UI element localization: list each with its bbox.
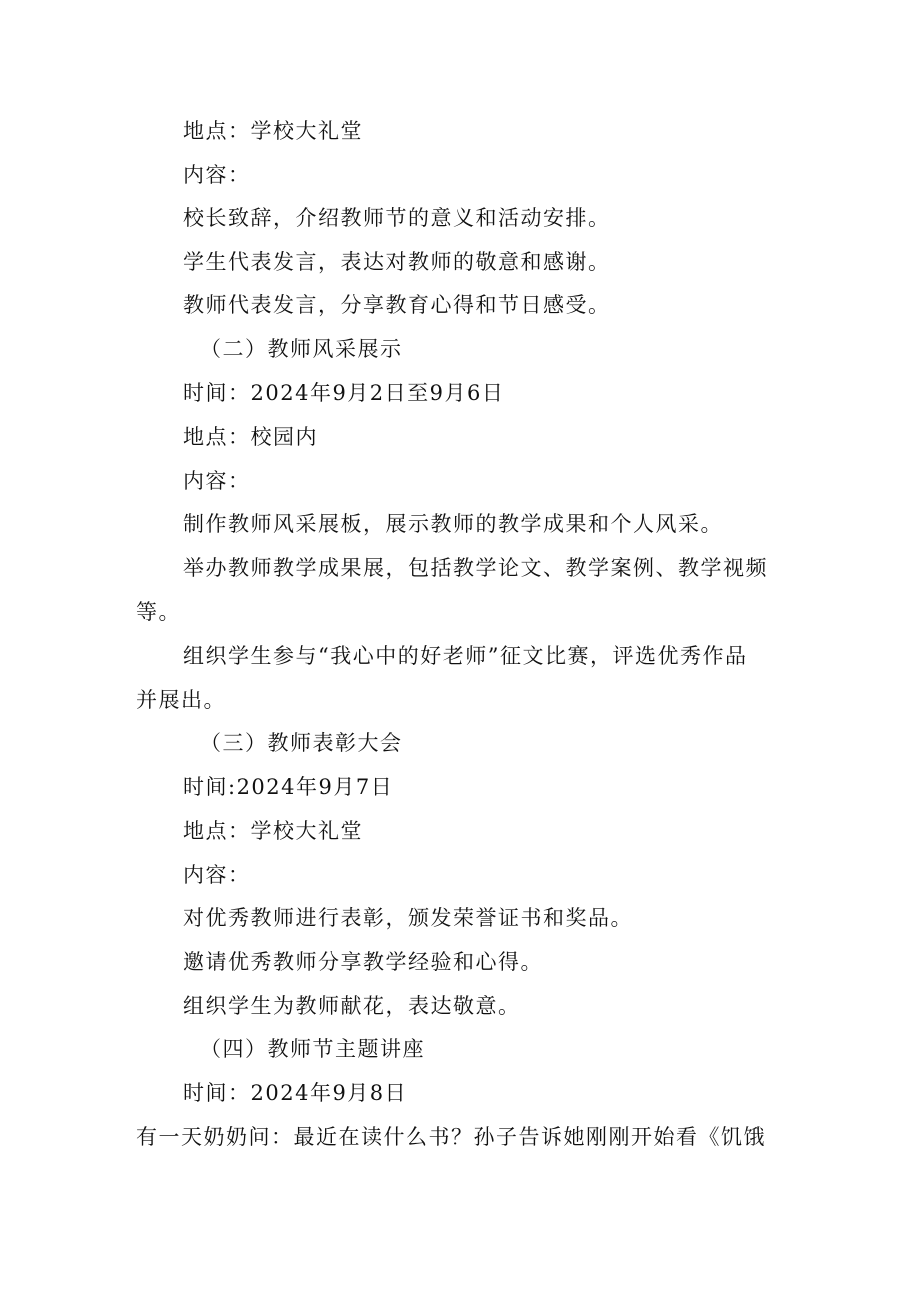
section-heading: （二）教师风采展示: [200, 337, 403, 361]
paragraph: 教师代表发言，分享教育心得和节日感受。: [183, 293, 611, 317]
section-heading: （三）教师表彰大会: [200, 731, 403, 755]
location-line: 地点：学校大礼堂: [183, 119, 363, 143]
time-line: 时间：2024年9月8日: [183, 1081, 408, 1105]
paragraph: 组织学生参与“我心中的好老师”征文比赛，评选优秀作品: [183, 644, 748, 668]
paragraph: 校长致辞，介绍教师节的意义和活动安排。: [183, 206, 611, 230]
paragraph: 对优秀教师进行表彰，颁发荣誉证书和奖品。: [183, 906, 633, 930]
paragraph-continuation: 等。: [136, 600, 181, 624]
paragraph: 举办教师教学成果展，包括教学论文、教学案例、教学视频: [183, 556, 768, 580]
paragraph: 组织学生为教师献花，表达敬意。: [183, 994, 521, 1018]
paragraph: 邀请优秀教师分享教学经验和心得。: [183, 950, 543, 974]
paragraph-continuation: 并展出。: [136, 688, 226, 712]
content-label: 内容：: [183, 469, 251, 493]
location-line: 地点：学校大礼堂: [183, 819, 363, 843]
paragraph: 有一天奶奶问：最近在读什么书？孙子告诉她刚刚开始看《饥饿: [136, 1125, 766, 1149]
content-label: 内容：: [183, 163, 251, 187]
time-line: 时间:2024年9月7日: [183, 775, 394, 799]
paragraph: 制作教师风采展板，展示教师的教学成果和个人风采。: [183, 512, 723, 536]
location-line: 地点：校园内: [183, 425, 318, 449]
paragraph: 学生代表发言，表达对教师的敬意和感谢。: [183, 250, 611, 274]
content-label: 内容：: [183, 863, 251, 887]
section-heading: （四）教师节主题讲座: [200, 1037, 425, 1061]
time-line: 时间：2024年9月2日至9月6日: [183, 381, 505, 405]
